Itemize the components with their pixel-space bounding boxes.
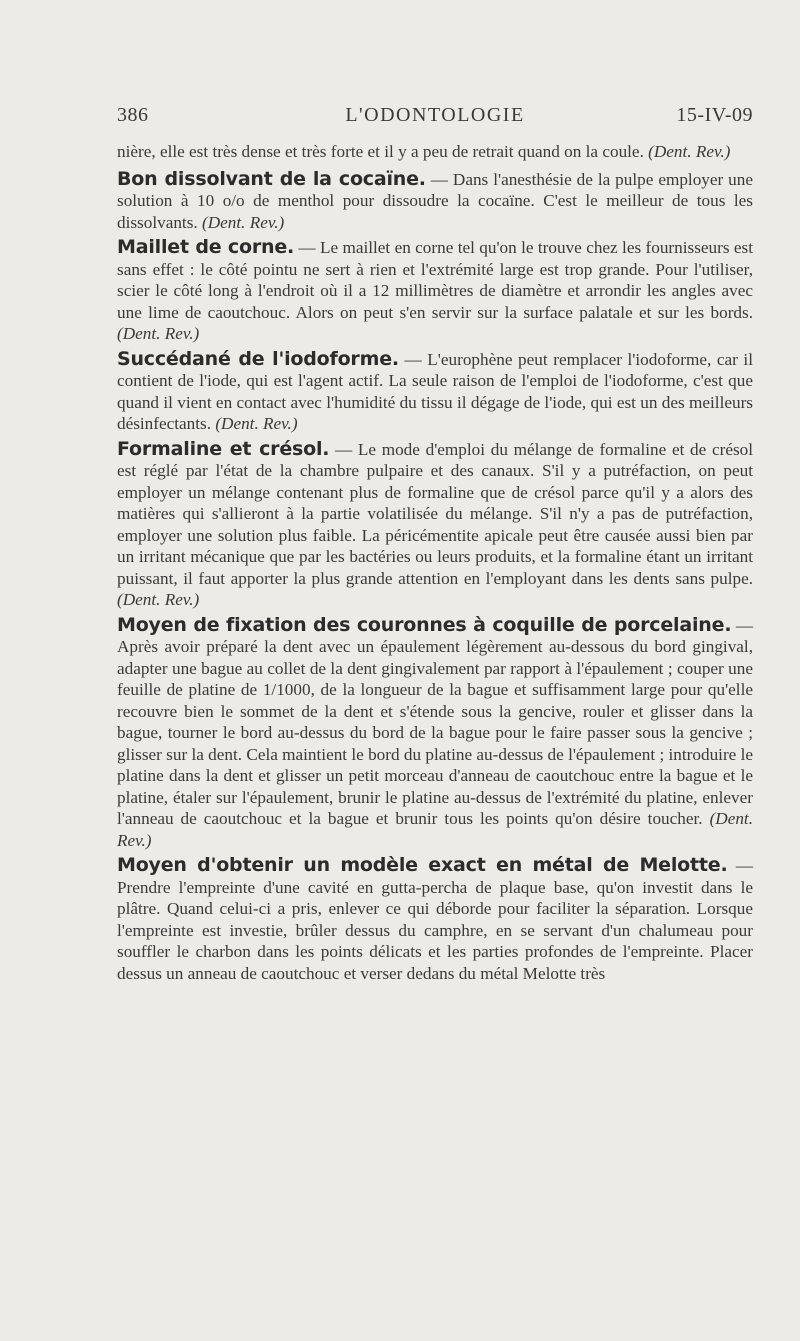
section-heading: Moyen d'obtenir un modèle exact en métal de Melotte.: [117, 854, 728, 876]
paragraph-text: — Dans l'anesthésie de la pulpe employer une solution à 10 o/o de menthol pour dissoudre la cocaïne. C'est le meilleur de tous les dissolvants.: [117, 169, 753, 232]
paragraph-iodoform-substitute: [117, 349, 753, 435]
source-citation: (Dent. Rev.): [648, 142, 731, 161]
section-heading: Maillet de corne.: [117, 236, 295, 258]
running-header: [117, 104, 753, 134]
paragraph-horn-mallet: [117, 237, 753, 345]
paragraph-text: — Le maillet en corne tel qu'on le trouve chez les fournisseurs est sans effet : le côté pointu ne sert à rien et l'extrémité large est trop grande. Pour l'utiliser, scier le côté long à l'endroit où il a 12 millimètres de diamètre et arrondir les angles avec une lime de caoutchouc. Alors on peut s'en servir sur la surface palatale et sur les bords.: [117, 238, 753, 322]
section-heading: Moyen de fixation des couronnes à coquille de porcelaine.: [117, 613, 732, 636]
section-heading: Bon dissolvant de la cocaïne.: [117, 167, 426, 190]
source-citation: (Dent. Rev.): [117, 809, 754, 850]
paragraph-melotte-model: [117, 855, 753, 984]
paragraph-text: — Après avoir préparé la dent avec un épaulement légèrement au-dessous du bord gingival, adapter une bague au collet de la dent gingivalement par rapport à l'épaulement ; couper une feuille de platine de 1/1000, de la longueur de la bague et suffisamment large pour qu'elle recouvre bien le sommet de la dent et s'étende sous la gencive, rouler et glisser dans la bague, tourner le bord au-dessus du bord de la bague pour le faire passer sous la gencive ; glisser sur la dent. Cela maintient le bord du platine au-dessus de l'épaulement ; introduire le platine dans la dent et glisser un petit morceau d'anneau de caoutchouc entre la bague et le platine, étaler sur l'épaulement, brunir le platine au-dessus de l'extrémité du platine, enlever l'anneau de caoutchouc et la bague et brunir tous les points qu'on désire toucher.: [117, 615, 754, 828]
paragraph-cocaine-solvent: [117, 169, 753, 234]
article-body: [117, 141, 753, 988]
paragraph-continuation: [117, 141, 753, 163]
journal-title: L'ODONTOLOGIE: [345, 104, 525, 126]
paragraph-text: nière, elle est très dense et très forte et il y a peu de retrait quand on la coule.: [117, 142, 644, 161]
paragraph-text: — Prendre l'empreinte d'une cavité en gutta-percha de plaque base, qu'on investit dans le plâtre. Quand celui-ci a pris, enlever ce qui déborde pour faciliter la séparation. Lorsque l'empreinte est investie, brûler dessus du camphre, en se servant d'un chalumeau pour souffler le charbon dans les points délicats et les parties profondes de l'empreinte. Placer dessus un anneau de caoutchouc et verser dedans du métal Melotte très: [117, 856, 754, 983]
paragraph-formalin-cresol: [117, 439, 753, 611]
page-number: 386: [117, 104, 149, 126]
source-citation: (Dent. Rev.): [215, 414, 298, 433]
source-citation: (Dent. Rev.): [117, 590, 200, 609]
paragraph-porcelain-crowns: [117, 615, 753, 852]
source-citation: (Dent. Rev.): [117, 324, 200, 343]
issue-date: 15-IV-09: [676, 104, 753, 126]
paragraph-text: — L'europhène peut remplacer l'iodoforme, car il contient de l'iode, qui est l'agent actif. La seule raison de l'emploi de l'iodoforme, c'est que quand il vient en contact avec l'humidité du tissu il dégage de l'iode, qui est un des meilleurs désinfectants.: [117, 349, 753, 433]
section-heading: Formaline et crésol.: [117, 437, 330, 460]
source-citation: (Dent. Rev.): [202, 212, 285, 232]
section-heading: Succédané de l'iodoforme.: [117, 347, 399, 370]
paragraph-text: — Le mode d'emploi du mélange de formaline et de crésol est réglé par l'état de la chambre pulpaire et des canaux. S'il y a putréfaction, on peut employer un mélange contenant plus de formaline que de crésol parce qu'il y a alors des matières qui s'allieront à la partie volatilisée du mélange. S'il n'y a pas de putréfaction, employer une solution plus faible. La péricémentite apicale peut être causée aussi bien par un irritant mécanique que par les bactéries ou leurs produits, et la formaline étant un irritant puissant, il faut apporter la plus grande attention en l'employant dans les dents sans pulpe.: [117, 439, 754, 588]
